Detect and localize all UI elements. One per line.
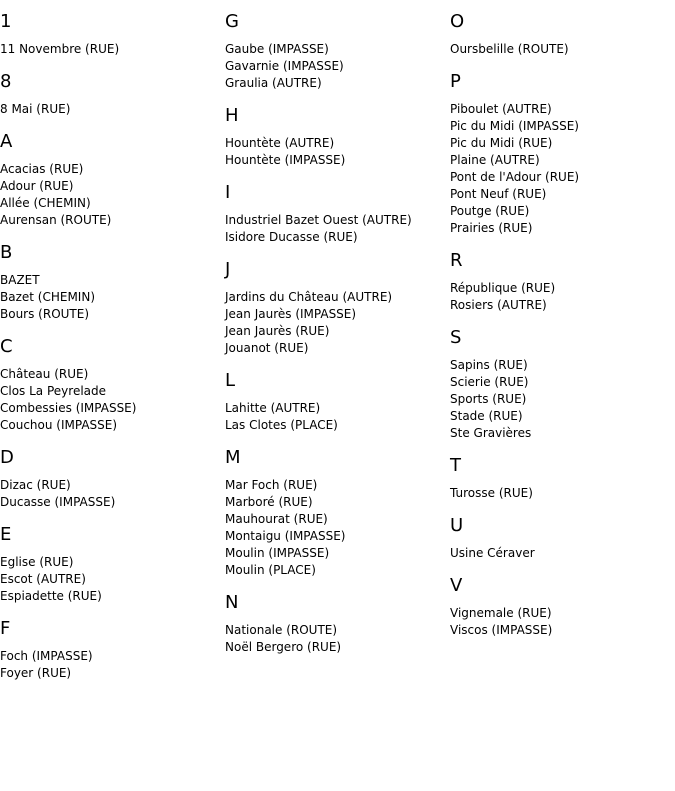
street-list — [450, 101, 675, 237]
street-item: Usine Céraver — [450, 546, 535, 560]
street-list — [225, 289, 450, 357]
street-item: Jardins du Château (AUTRE) — [225, 290, 393, 304]
street-list — [0, 554, 225, 605]
letter-heading: G — [225, 11, 239, 32]
street-item: Pont de l'Adour (RUE) — [450, 170, 580, 184]
letter-group — [450, 327, 675, 442]
letter-group — [0, 618, 225, 682]
street-item: Industriel Bazet Ouest (AUTRE) — [225, 213, 412, 227]
letter-heading: I — [225, 182, 231, 203]
letter-heading: H — [225, 105, 239, 126]
letter-group — [450, 11, 675, 58]
letter-heading: 8 — [0, 71, 12, 92]
letter-group — [225, 11, 450, 92]
street-item: Adour (RUE) — [0, 179, 74, 193]
street-item: Allée (CHEMIN) — [0, 196, 91, 210]
letter-heading: T — [450, 455, 461, 476]
street-item: Espiadette (RUE) — [0, 589, 102, 603]
letter-heading: 1 — [0, 11, 12, 32]
street-item: Nationale (ROUTE) — [225, 623, 338, 637]
letter-heading: J — [225, 259, 231, 280]
letter-heading: F — [0, 618, 11, 639]
letter-group — [0, 131, 225, 229]
letter-group — [450, 455, 675, 502]
letter-heading: M — [225, 447, 241, 468]
letter-group — [0, 11, 225, 58]
street-item: Mar Foch (RUE) — [225, 478, 318, 492]
letter-heading: L — [225, 370, 236, 391]
street-item: Jean Jaurès (IMPASSE) — [225, 307, 357, 321]
street-item: Acacias (RUE) — [0, 162, 84, 176]
letter-group — [0, 336, 225, 434]
street-item: Montaigu (IMPASSE) — [225, 529, 346, 543]
street-list — [450, 485, 675, 502]
street-item: 11 Novembre (RUE) — [0, 42, 120, 56]
street-item: Scierie (RUE) — [450, 375, 529, 389]
street-item: Pic du Midi (RUE) — [450, 136, 553, 150]
letter-group — [450, 575, 675, 639]
street-item: Las Clotes (PLACE) — [225, 418, 338, 432]
street-list — [225, 622, 450, 656]
letter-heading: N — [225, 592, 239, 613]
street-item: Bours (ROUTE) — [0, 307, 90, 321]
street-list — [225, 41, 450, 92]
letter-group — [225, 370, 450, 434]
street-list — [0, 648, 225, 682]
street-item: Hountète (AUTRE) — [225, 136, 335, 150]
street-item: Prairies (RUE) — [450, 221, 533, 235]
letter-heading: E — [0, 524, 12, 545]
street-item: 8 Mai (RUE) — [0, 102, 71, 116]
street-item: Eglise (RUE) — [0, 555, 74, 569]
letter-heading: V — [450, 575, 463, 596]
street-item: Turosse (RUE) — [450, 486, 533, 500]
street-item: Piboulet (AUTRE) — [450, 102, 552, 116]
street-list — [450, 280, 675, 314]
street-item: Clos La Peyrelade — [0, 384, 107, 398]
street-item: Ducasse (IMPASSE) — [0, 495, 116, 509]
street-item: Ste Gravières — [450, 426, 532, 440]
letter-group — [0, 524, 225, 605]
letter-group — [450, 71, 675, 237]
street-list — [450, 357, 675, 442]
street-item: BAZET — [0, 273, 40, 287]
street-item: Pic du Midi (IMPASSE) — [450, 119, 579, 133]
street-item: Lahitte (AUTRE) — [225, 401, 321, 415]
street-item: Jouanot (RUE) — [225, 341, 309, 355]
letter-heading: B — [0, 242, 13, 263]
letter-group — [225, 259, 450, 357]
street-item: Mauhourat (RUE) — [225, 512, 328, 526]
street-list — [450, 41, 675, 58]
street-index-column-3 — [450, 0, 675, 652]
letter-group — [225, 105, 450, 169]
street-item: Aurensan (ROUTE) — [0, 213, 112, 227]
letter-heading: R — [450, 250, 463, 271]
street-item: Couchou (IMPASSE) — [0, 418, 118, 432]
street-list — [0, 101, 225, 118]
letter-heading: A — [0, 131, 13, 152]
street-item: Viscos (IMPASSE) — [450, 623, 553, 637]
letter-group — [225, 592, 450, 656]
street-item: Gavarnie (IMPASSE) — [225, 59, 344, 73]
street-item: Sports (RUE) — [450, 392, 527, 406]
street-index-column-1 — [0, 0, 225, 695]
street-list — [450, 605, 675, 639]
street-list — [0, 477, 225, 511]
street-list — [225, 212, 450, 246]
street-item: Château (RUE) — [0, 367, 89, 381]
letter-group — [225, 447, 450, 579]
street-item: Hountète (IMPASSE) — [225, 153, 346, 167]
street-item: Moulin (PLACE) — [225, 563, 316, 577]
letter-group — [0, 71, 225, 118]
street-list — [450, 545, 675, 562]
street-item: Foch (IMPASSE) — [0, 649, 93, 663]
letter-heading: U — [450, 515, 464, 536]
street-item: Bazet (CHEMIN) — [0, 290, 96, 304]
letter-group — [450, 515, 675, 562]
street-list — [0, 161, 225, 229]
street-item: Marboré (RUE) — [225, 495, 313, 509]
letter-heading: P — [450, 71, 461, 92]
street-item: Foyer (RUE) — [0, 666, 72, 680]
street-item: Rosiers (AUTRE) — [450, 298, 547, 312]
street-list — [0, 41, 225, 58]
letter-heading: O — [450, 11, 465, 32]
street-item: Gaube (IMPASSE) — [225, 42, 329, 56]
street-item: Moulin (IMPASSE) — [225, 546, 330, 560]
street-item: Noël Bergero (RUE) — [225, 640, 342, 654]
street-list — [225, 400, 450, 434]
street-item: Plaine (AUTRE) — [450, 153, 540, 167]
street-list — [225, 135, 450, 169]
street-item: Dizac (RUE) — [0, 478, 71, 492]
street-item: Stade (RUE) — [450, 409, 523, 423]
street-list — [0, 366, 225, 434]
street-item: Sapins (RUE) — [450, 358, 528, 372]
street-item: Oursbelille (ROUTE) — [450, 42, 569, 56]
letter-group — [225, 182, 450, 246]
letter-heading: C — [0, 336, 13, 357]
street-item: Combessies (IMPASSE) — [0, 401, 137, 415]
letter-group — [0, 242, 225, 323]
letter-heading: D — [0, 447, 14, 468]
street-item: Escot (AUTRE) — [0, 572, 86, 586]
street-item: Vignemale (RUE) — [450, 606, 552, 620]
street-item: Poutge (RUE) — [450, 204, 530, 218]
letter-group — [450, 250, 675, 314]
street-item: Isidore Ducasse (RUE) — [225, 230, 358, 244]
street-list — [225, 477, 450, 579]
street-item: Graulia (AUTRE) — [225, 76, 322, 90]
letter-heading: S — [450, 327, 462, 348]
street-list — [0, 272, 225, 323]
street-item: Jean Jaurès (RUE) — [225, 324, 330, 338]
street-item: Pont Neuf (RUE) — [450, 187, 547, 201]
street-item: République (RUE) — [450, 281, 556, 295]
street-index-column-2 — [225, 0, 450, 669]
letter-group — [0, 447, 225, 511]
